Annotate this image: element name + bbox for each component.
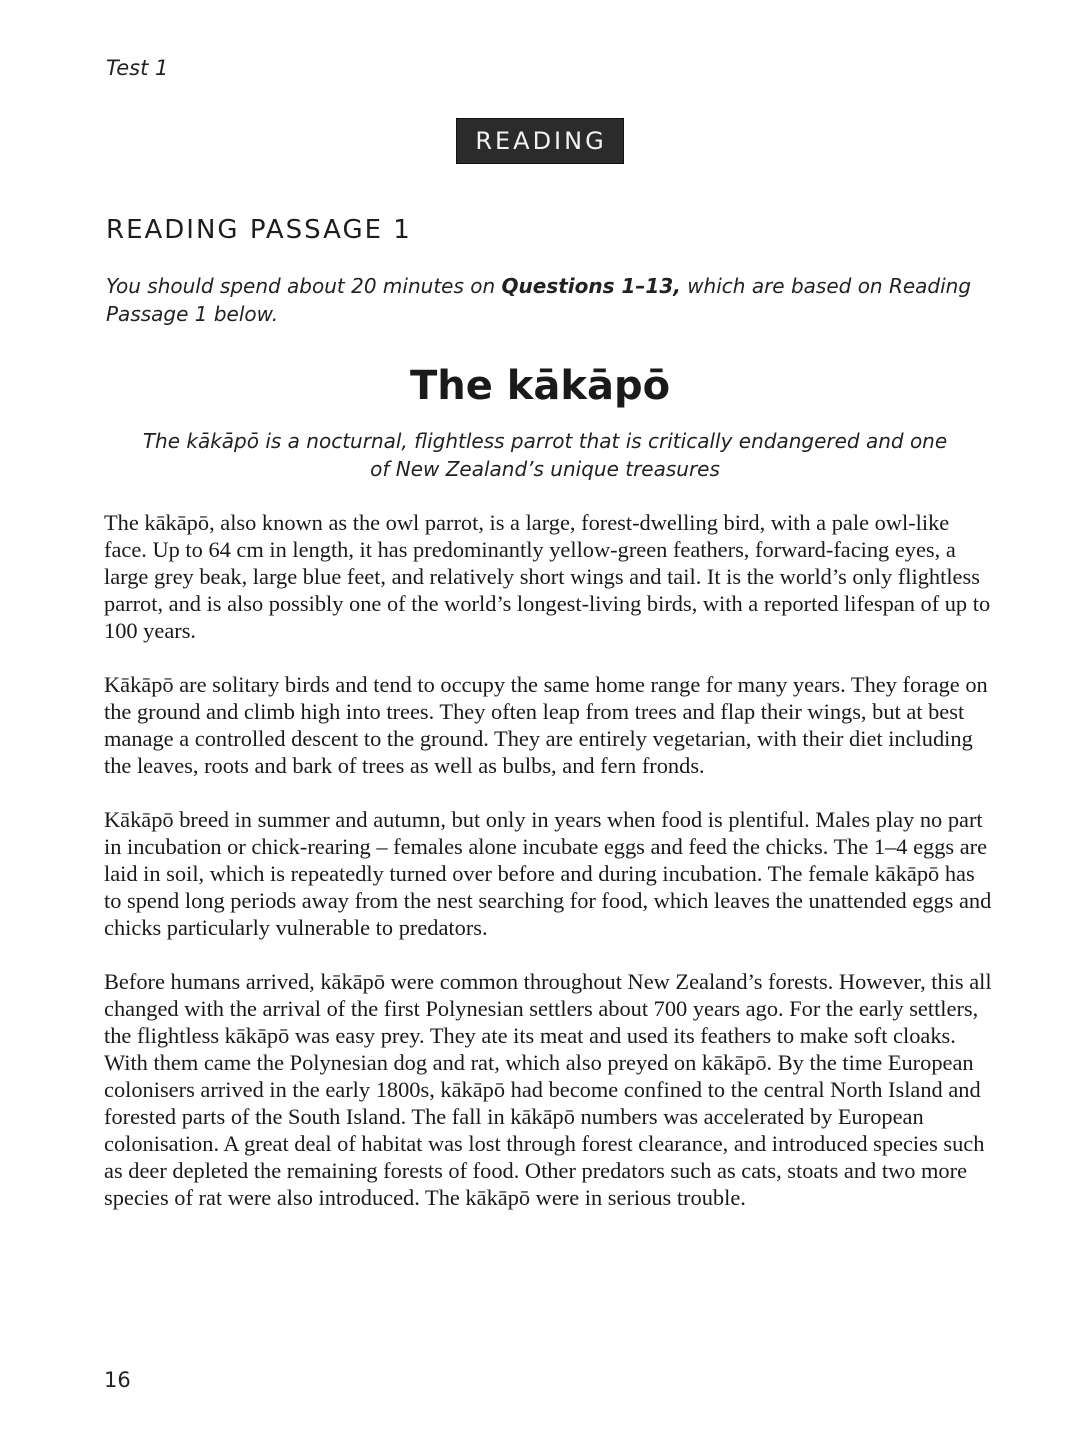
section-banner-container <box>0 118 1080 164</box>
running-head: Test 1 <box>106 56 169 80</box>
passage-heading: READING PASSAGE 1 <box>106 215 412 245</box>
paragraph-2: Kākāpō are solitary birds and tend to occupy the same home range for many years. They forage on the ground and climb high into trees. They often leap from trees and flap their wings, but at best manage a controlled descent to the ground. They are entirely vegetarian, with their diet including the leaves, roots and bark of trees as well as bulbs, and fern fronds. <box>104 672 988 778</box>
paragraph-3: Kākāpō breed in summer and autumn, but only in years when food is plentiful. Males play no part in incubation or chick-rearing – females alone incubate eggs and feed the chicks. The 1–4 eggs are laid in soil, which is repeatedly turned over before and during incubation. The female kākāpō has to spend long periods away from the nest searching for food, which leaves the unattended eggs and chicks particularly vulnerable to predators. <box>104 807 992 940</box>
article-title: The kākāpō <box>409 363 671 409</box>
article-subtitle: The kākāpō is a nocturnal, flightless parrot that is critically endangered and one of New Zealand’s unique treasures <box>142 429 948 481</box>
instructions <box>106 272 996 328</box>
instructions-text-after: which are based on Reading Passage 1 below. <box>106 274 972 326</box>
instructions-questions-range: Questions 1–13, <box>501 274 681 298</box>
paragraph-4: Before humans arrived, kākāpō were common throughout New Zealand’s forests. However, this all changed with the arrival of the first Polynesian settlers about 700 years ago. For the early settlers, the flightless kākāpō was easy prey. They ate its meat and used its feathers to make soft cloaks. With them came the Polynesian dog and rat, which also preyed on kākāpō. By the time European colonisers arrived in the early 1800s, kākāpō had become confined to the central North Island and forested parts of the South Island. The fall in kākāpō numbers was accelerated by European colonisation. A great deal of habitat was lost through forest clearance, and introduced species such as deer depleted the remaining forests of food. Other predators such as cats, stoats and two more species of rat were also introduced. The kākāpō were in serious trouble. <box>104 969 992 1210</box>
section-banner: READING <box>456 118 623 164</box>
article-body <box>104 509 994 1238</box>
paragraph-1: The kākāpō, also known as the owl parrot, is a large, forest-dwelling bird, with a pale owl-like face. Up to 64 cm in length, it has predominantly yellow-green feathers, forward-facing eyes, a large grey beak, large blue feet, and relatively short wings and tail. It is the world’s only flightless parrot, and is also possibly one of the world’s longest-living birds, with a reported lifespan of up to 100 years. <box>104 510 991 643</box>
instructions-text-before: You should spend about 20 minutes on <box>106 274 502 298</box>
page-number: 16 <box>104 1368 131 1392</box>
